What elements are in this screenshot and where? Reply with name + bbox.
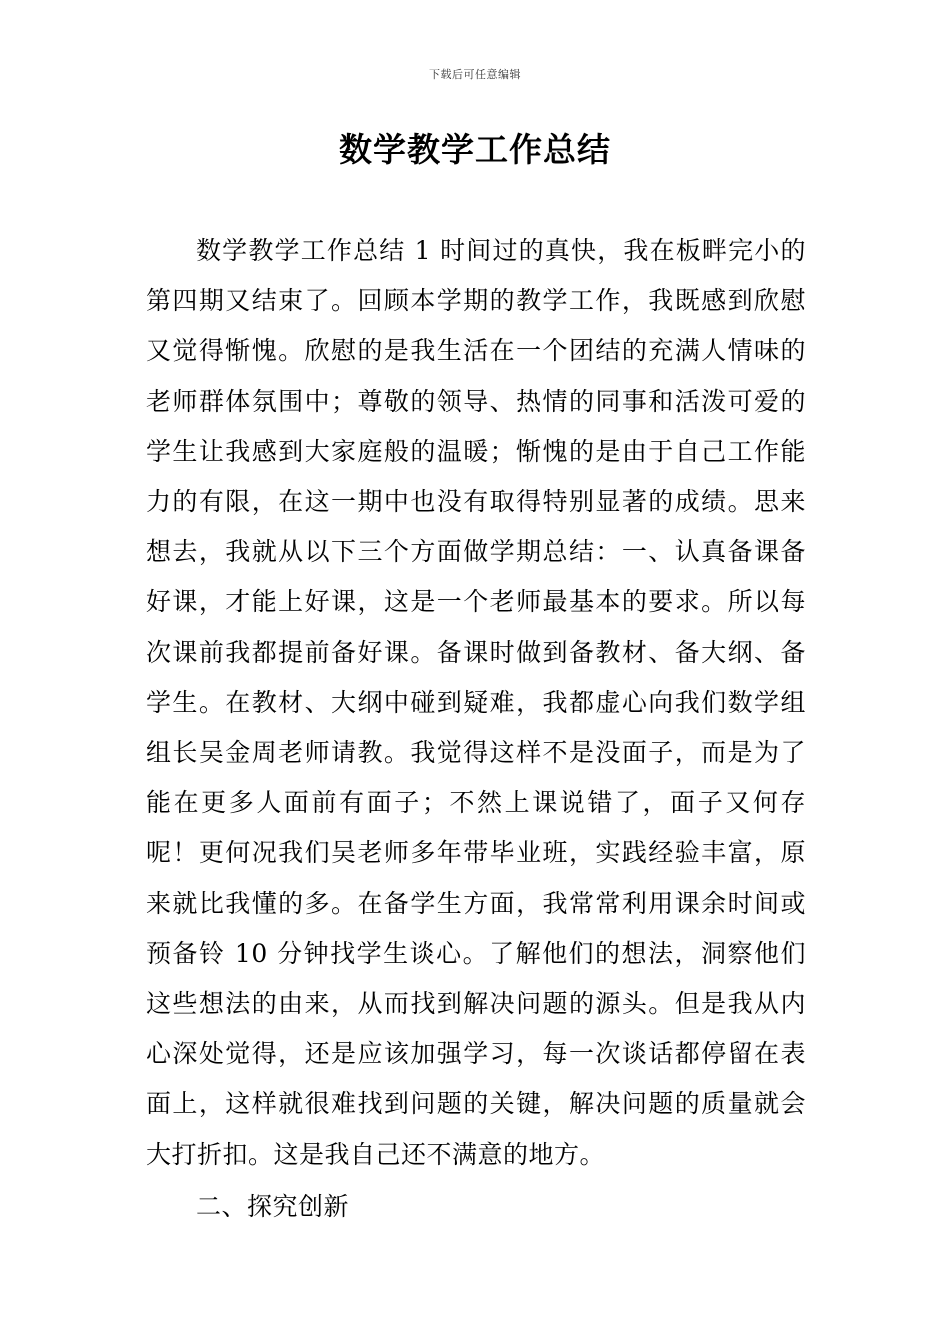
body-paragraph: 数学教学工作总结 1 时间过的真快，我在板畔完小的第四期又结束了。回顾本学期的教学工作，我既感到欣慰又觉得惭愧。欣慰的是我生活在一个团结的充满人情味的老师群体氛围中；尊敬的领导、热情的同事和活泼可爱的学生让我感到大家庭般的温暖；惭愧的是由于自己工作能力的有限，在这一期中也没有取得特别显著的成绩。思来想去，我就从以下三个方面做学期总结：一、认真备课备好课，才能上好课，这是一个老师最基本的要求。所以每次课前我都提前备好课。备课时做到备教材、备大纲、备学生。在教材、大纲中碰到疑难，我都虚心向我们数学组组长吴金周老师请教。我觉得这样不是没面子，而是为了能在更多人面前有面子；不然上课说错了，面子又何存呢！更何况我们吴老师多年带毕业班，实践经验丰富，原来就比我懂的多。在备学生方面，我常常利用课余时间或预备铃 10 分钟找学生谈心。了解他们的想法，洞察他们这些想法的由来，从而找到解决问题的源头。但是我从内心深处觉得，还是应该加强学习，每一次谈话都停留在表面上，这样就很难找到问题的关键，解决问题的质量就会大打折扣。这是我自己还不满意的地方。 <box>146 236 806 1169</box>
document-title: 数学教学工作总结 <box>339 130 611 169</box>
header-note: 下载后可任意编辑 <box>429 68 521 81</box>
document-body <box>146 226 806 1232</box>
section-heading: 二、探究创新 <box>196 1191 350 1221</box>
